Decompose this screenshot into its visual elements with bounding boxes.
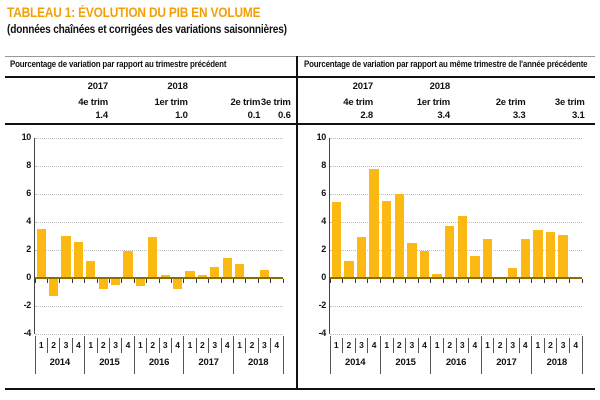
quarter-separator [171, 338, 172, 353]
quarter-separator [367, 338, 368, 353]
y-axis-tick-label: 10 [21, 132, 31, 142]
summary-value: 0.6 [278, 110, 291, 121]
quarter-separator [72, 338, 73, 353]
x-axis-quarter-label: 3 [359, 340, 364, 350]
bar [148, 237, 157, 278]
x-axis-quarter-label: 3 [113, 340, 118, 350]
y-axis-tick-label: 6 [26, 188, 31, 198]
y-axis-tick-label: -2 [318, 300, 326, 310]
summary-quarter-label: 1er trim [154, 97, 188, 108]
bar [37, 229, 46, 278]
x-axis-quarter-label: 2 [200, 340, 205, 350]
quarter-separator [544, 338, 545, 353]
axis-tick [393, 279, 394, 283]
bar [173, 278, 182, 289]
axis-tick [35, 279, 36, 283]
bar [123, 251, 132, 278]
x-axis-quarter-label: 4 [76, 340, 81, 350]
y-axis-tick-label: 4 [321, 216, 326, 226]
gridline [330, 334, 582, 335]
x-axis-quarter-label: 4 [371, 340, 377, 350]
axis-tick [84, 279, 85, 283]
chart-yoy [316, 132, 582, 368]
gridline [330, 306, 582, 307]
x-axis-year-label: 2018 [248, 357, 269, 368]
quarter-separator [456, 338, 457, 353]
bar [99, 278, 108, 289]
axis-tick [196, 279, 197, 283]
axis-tick [506, 279, 507, 283]
gridline [35, 194, 283, 195]
year-separator [35, 336, 36, 374]
axis-tick [47, 279, 48, 283]
x-axis-quarter-label: 2 [548, 340, 553, 350]
summary-value: 1.4 [95, 110, 108, 121]
bar [235, 264, 244, 278]
panel-yoy [299, 56, 595, 123]
axis-tick [59, 279, 60, 283]
y-axis-tick-label: 2 [26, 244, 31, 254]
year-separator [430, 336, 431, 374]
axis-tick [456, 279, 457, 283]
gridline [35, 306, 283, 307]
axis-tick [556, 279, 557, 283]
summary-value: 3.4 [437, 110, 450, 121]
quarter-separator [443, 338, 444, 353]
x-axis-quarter-label: 3 [63, 340, 69, 350]
summary-quarter-label: 1er trim [416, 97, 450, 108]
x-axis-quarter-label: 3 [162, 340, 168, 350]
quarter-separator [59, 338, 60, 353]
x-axis-quarter-label: 2 [396, 340, 402, 350]
summary-year-label: 2017 [87, 81, 108, 92]
bar [395, 194, 405, 278]
panel-qoq-years-row [5, 81, 295, 95]
axis-tick [134, 279, 135, 283]
summary-value: 3.3 [512, 110, 526, 121]
gridline [330, 222, 582, 223]
y-axis-tick-label: 0 [26, 272, 31, 282]
y-axis-tick-label: 0 [321, 272, 326, 282]
axis-tick [330, 279, 331, 283]
x-axis-quarter-label: 3 [459, 340, 465, 350]
y-axis-tick-label: 6 [321, 188, 326, 198]
quarter-separator [342, 338, 343, 353]
axis-tick [258, 279, 259, 283]
x-axis-year-label: 2018 [546, 357, 567, 368]
x-axis-quarter-label: 1 [333, 340, 339, 350]
x-axis-quarter-label: 1 [434, 340, 440, 350]
axis-tick [183, 279, 184, 283]
bar [86, 261, 95, 278]
quarter-separator [468, 338, 469, 353]
summary-quarter-label: 4e trim [343, 97, 373, 108]
bar [61, 236, 70, 278]
panel-qoq-quarters-row [5, 97, 295, 111]
x-axis-quarter-label: 1 [535, 340, 541, 350]
y-axis-tick-label: 8 [321, 160, 326, 170]
x-axis-year-label: 2016 [445, 357, 467, 368]
axis-tick [121, 279, 122, 283]
x-axis-quarter-label: 1 [88, 340, 94, 350]
axis-tick [109, 279, 110, 283]
x-axis-quarter-label: 3 [409, 340, 415, 350]
x-axis-year-label: 2016 [148, 357, 170, 368]
summary-quarter-label: 2e trim [495, 97, 526, 108]
gridline [330, 166, 582, 167]
quarter-separator [519, 338, 520, 353]
panel-yoy-quarters-row [299, 97, 595, 111]
summary-quarter-label: 3e trim [554, 97, 585, 108]
x-axis-quarter-label: 1 [485, 340, 490, 350]
x-axis-quarter-label: 2 [447, 340, 453, 350]
x-axis-quarter-label: 2 [497, 340, 503, 350]
x-axis-year-label: 2015 [99, 357, 120, 368]
axis-tick [283, 279, 284, 283]
panel-yoy-header: Pourcentage de variation par rapport au même trimestre de l'année précédente [304, 59, 588, 69]
axis-tick [208, 279, 209, 283]
bar [357, 237, 367, 278]
quarter-separator [47, 338, 48, 353]
bar [558, 235, 568, 278]
gridline [330, 138, 582, 139]
summary-quarter-label: 4e trim [78, 97, 108, 108]
page-title: TABLEAU 1: ÉVOLUTION DU PIB EN VOLUME [7, 5, 261, 20]
y-axis-line [329, 138, 330, 334]
bar [332, 202, 342, 278]
panel-yoy-values-row [299, 110, 595, 124]
y-axis-tick-label: 10 [316, 132, 326, 142]
x-axis-quarter-label: 4 [274, 340, 280, 350]
axis-tick [531, 279, 532, 283]
quarter-separator [146, 338, 147, 353]
x-axis-quarter-label: 2 [51, 340, 56, 350]
axis-tick [380, 279, 381, 283]
summary-value: 2.8 [360, 110, 373, 121]
bar [546, 232, 556, 278]
bar [111, 278, 120, 285]
y-axis-tick-label: -2 [23, 300, 31, 310]
axis-tick [342, 279, 343, 283]
x-axis-year-label: 2014 [345, 357, 366, 368]
axis-tick [72, 279, 73, 283]
x-axis-year-label: 2014 [49, 357, 70, 368]
year-separator [531, 336, 532, 374]
x-axis-quarter-label: 3 [212, 340, 218, 350]
x-axis-quarter-label: 4 [224, 340, 230, 350]
y-axis-tick-label: -4 [23, 328, 31, 338]
quarter-separator [355, 338, 356, 353]
quarter-separator [405, 338, 406, 353]
axis-tick [582, 279, 583, 283]
y-axis-tick-label: 4 [26, 216, 31, 226]
bar [521, 239, 531, 278]
page-subtitle: (données chaînées et corrigées des variations saisonnières) [7, 24, 287, 36]
bar [49, 278, 58, 296]
x-axis-quarter-label: 1 [384, 340, 390, 350]
summary-value: 0.1 [247, 110, 261, 121]
table-bottom-border [5, 388, 595, 390]
year-separator [380, 336, 381, 374]
axis-tick [146, 279, 147, 283]
quarter-separator [196, 338, 197, 353]
x-axis-quarter-label: 3 [262, 340, 267, 350]
axis-tick [481, 279, 482, 283]
bar [136, 278, 145, 286]
x-axis-year-label: 2017 [496, 357, 517, 368]
x-axis-quarter-label: 3 [560, 340, 566, 350]
axis-tick [468, 279, 469, 283]
quarter-separator [569, 338, 570, 353]
axis-tick [233, 279, 234, 283]
quarter-separator [208, 338, 209, 353]
bar [407, 243, 417, 278]
bar [483, 239, 493, 278]
gridline [35, 138, 283, 139]
bar [369, 169, 379, 278]
quarter-separator [97, 338, 98, 353]
axis-tick [367, 279, 368, 283]
axis-tick [443, 279, 444, 283]
quarter-separator [506, 338, 507, 353]
x-axis-quarter-label: 1 [237, 340, 242, 350]
bar [344, 261, 354, 278]
gridline [35, 334, 283, 335]
summary-value: 3.1 [572, 110, 585, 121]
gridline [330, 250, 582, 251]
x-axis-quarter-label: 2 [249, 340, 255, 350]
bar [382, 201, 392, 278]
bar [533, 230, 543, 278]
axis-tick [430, 279, 431, 283]
year-separator [330, 336, 331, 374]
x-axis-quarter-label: 1 [187, 340, 193, 350]
summary-year-label: 2018 [429, 81, 450, 92]
bar [420, 251, 430, 278]
y-axis-tick-label: 2 [321, 244, 326, 254]
x-axis-quarter-label: 2 [346, 340, 352, 350]
panel-qoq-header: Pourcentage de variation par rapport au trimestre précédent [10, 59, 227, 69]
quarter-separator [109, 338, 110, 353]
x-axis-quarter-label: 3 [510, 340, 516, 350]
year-separator [84, 336, 85, 374]
x-axis-quarter-label: 4 [522, 340, 528, 350]
axis-tick [405, 279, 406, 283]
gridline [330, 194, 582, 195]
axis-tick [519, 279, 520, 283]
quarter-separator [393, 338, 394, 353]
y-axis-line [34, 138, 35, 334]
gridline [35, 166, 283, 167]
quarter-separator [270, 338, 271, 353]
y-axis-tick-label: -4 [318, 328, 326, 338]
quarter-separator [245, 338, 246, 353]
axis-tick [270, 279, 271, 283]
year-separator [233, 336, 234, 374]
axis-tick [418, 279, 419, 283]
axis-tick [245, 279, 246, 283]
chart-qoq [21, 132, 283, 368]
panel-yoy-years-row [299, 81, 595, 95]
quarter-separator [121, 338, 122, 353]
year-separator [134, 336, 135, 374]
summary-quarter-label: 2e trim [230, 97, 261, 108]
panel-qoq-values-row [5, 110, 295, 124]
axis-tick [544, 279, 545, 283]
summary-quarter-label: 3e trim [260, 97, 291, 108]
axis-tick [97, 279, 98, 283]
axis-tick [159, 279, 160, 283]
x-axis-quarter-label: 4 [472, 340, 478, 350]
y-axis-tick-label: 8 [26, 160, 31, 170]
x-axis-quarter-label: 1 [138, 340, 143, 350]
x-axis-quarter-label: 4 [422, 340, 427, 350]
axis-tick [493, 279, 494, 283]
year-separator [582, 336, 583, 374]
gridline [35, 250, 283, 251]
x-axis-quarter-label: 2 [150, 340, 156, 350]
quarter-separator [556, 338, 557, 353]
quarter-separator [159, 338, 160, 353]
bar [470, 256, 480, 278]
bar [223, 258, 232, 278]
summary-value: 1.0 [175, 110, 188, 121]
x-axis-quarter-label: 2 [100, 340, 106, 350]
axis-tick [355, 279, 356, 283]
x-axis-year-label: 2017 [198, 357, 219, 368]
x-axis-quarter-label: 4 [573, 340, 579, 350]
quarter-separator [221, 338, 222, 353]
gridline [35, 222, 283, 223]
year-separator [481, 336, 482, 374]
bar [74, 242, 83, 278]
quarter-separator [258, 338, 259, 353]
year-separator [183, 336, 184, 374]
bar [445, 226, 455, 278]
quarter-separator [493, 338, 494, 353]
quarter-separator [418, 338, 419, 353]
bar [458, 216, 468, 278]
axis-tick [569, 279, 570, 283]
summary-year-label: 2018 [167, 81, 188, 92]
year-separator [283, 336, 284, 374]
x-axis-year-label: 2015 [395, 357, 416, 368]
panel-qoq [5, 56, 295, 123]
x-axis-quarter-label: 4 [175, 340, 180, 350]
x-axis-quarter-label: 1 [38, 340, 44, 350]
x-axis-quarter-label: 4 [125, 340, 131, 350]
axis-tick [221, 279, 222, 283]
summary-year-label: 2017 [352, 81, 373, 92]
axis-tick [171, 279, 172, 283]
